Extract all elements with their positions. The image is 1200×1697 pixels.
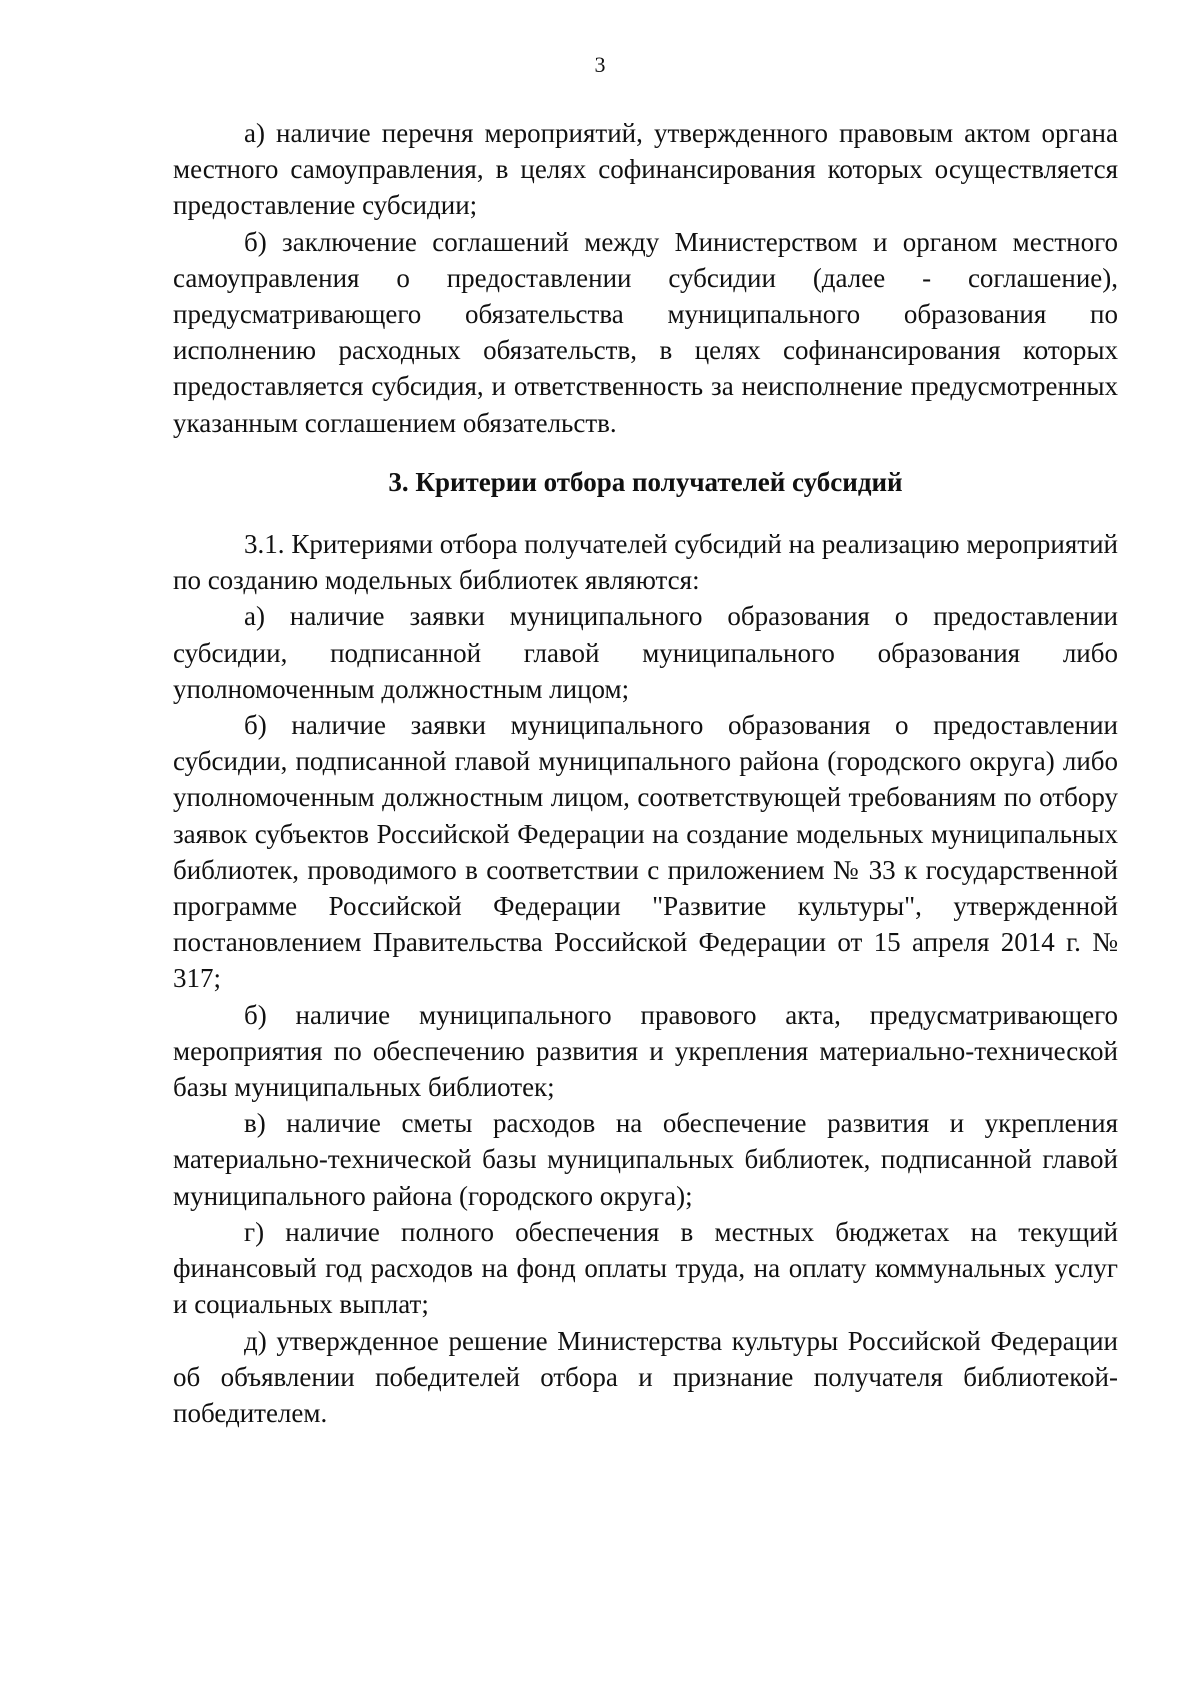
paragraph-criterion-v-estimate: в) наличие сметы расходов на обеспечение развития и укрепления материально-технической базы муниципальных библиотек, подписанной главой муниципального района (городского округа); — [173, 1108, 1118, 1211]
paragraph-a-list-of-measures: а) наличие перечня мероприятий, утвержденного правовым актом органа местного самоуправления, в целях софинансирования которых осуществляется предоставление субсидии; — [173, 118, 1118, 221]
paragraph-3-1-criteria: 3.1. Критериями отбора получателей субсидий на реализацию мероприятий по созданию модельных библиотек являются: — [173, 529, 1118, 596]
paragraph-criterion-b-legal-act: б) наличие муниципального правового акта, предусматривающего мероприятия по обеспечению развития и укрепления материально-технической базы муниципальных библиотек; — [173, 999, 1118, 1103]
paragraph-criterion-b-application: б) наличие заявки муниципального образования о предоставлении субсидии, подписанной главой муниципального района (городского округа) либо уполномоченным должностным лицом, соответствующей требованиям по отбору заявок субъектов Российской Федерации на создание модельных муниципальных библиотек, проводимого в соответствии с приложением № 33 к государственной программе Российской Федерации "Развитие культуры", утвержденной постановлением Правительства Российской Федерации от 15 апреля 2014 г. № 317; — [173, 710, 1118, 994]
section-heading: 3. Критерии отбора получателей субсидий — [388, 466, 903, 497]
paragraph-criterion-d-decision: д) утвержденное решение Министерства культуры Российской Федерации об объявлении победителей отбора и признание получателя библиотекой-победителем. — [173, 1325, 1118, 1428]
document-body — [173, 115, 1118, 1431]
paragraph-criterion-g-budget: г) наличие полного обеспечения в местных бюджетах на текущий финансовый год расходов на фонд оплаты труда, на оплату коммунальных услуг и социальных выплат; — [173, 1216, 1118, 1320]
paragraph-criterion-a: а) наличие заявки муниципального образования о предоставлении субсидии, подписанной главой муниципального образования либо уполномоченным должностным лицом; — [173, 601, 1118, 704]
paragraph-b-agreements: б) заключение соглашений между Министерством и органом местного самоуправления о предоставлении субсидии (далее - соглашение), предусматривающего обязательства муниципального образования по исполнению расходных обязательств, в целях софинансирования которых предоставляется субсидия, и ответственность за неисполнение предусмотренных указанным соглашением обязательств. — [173, 226, 1118, 438]
page-number: 3 — [594, 52, 606, 77]
